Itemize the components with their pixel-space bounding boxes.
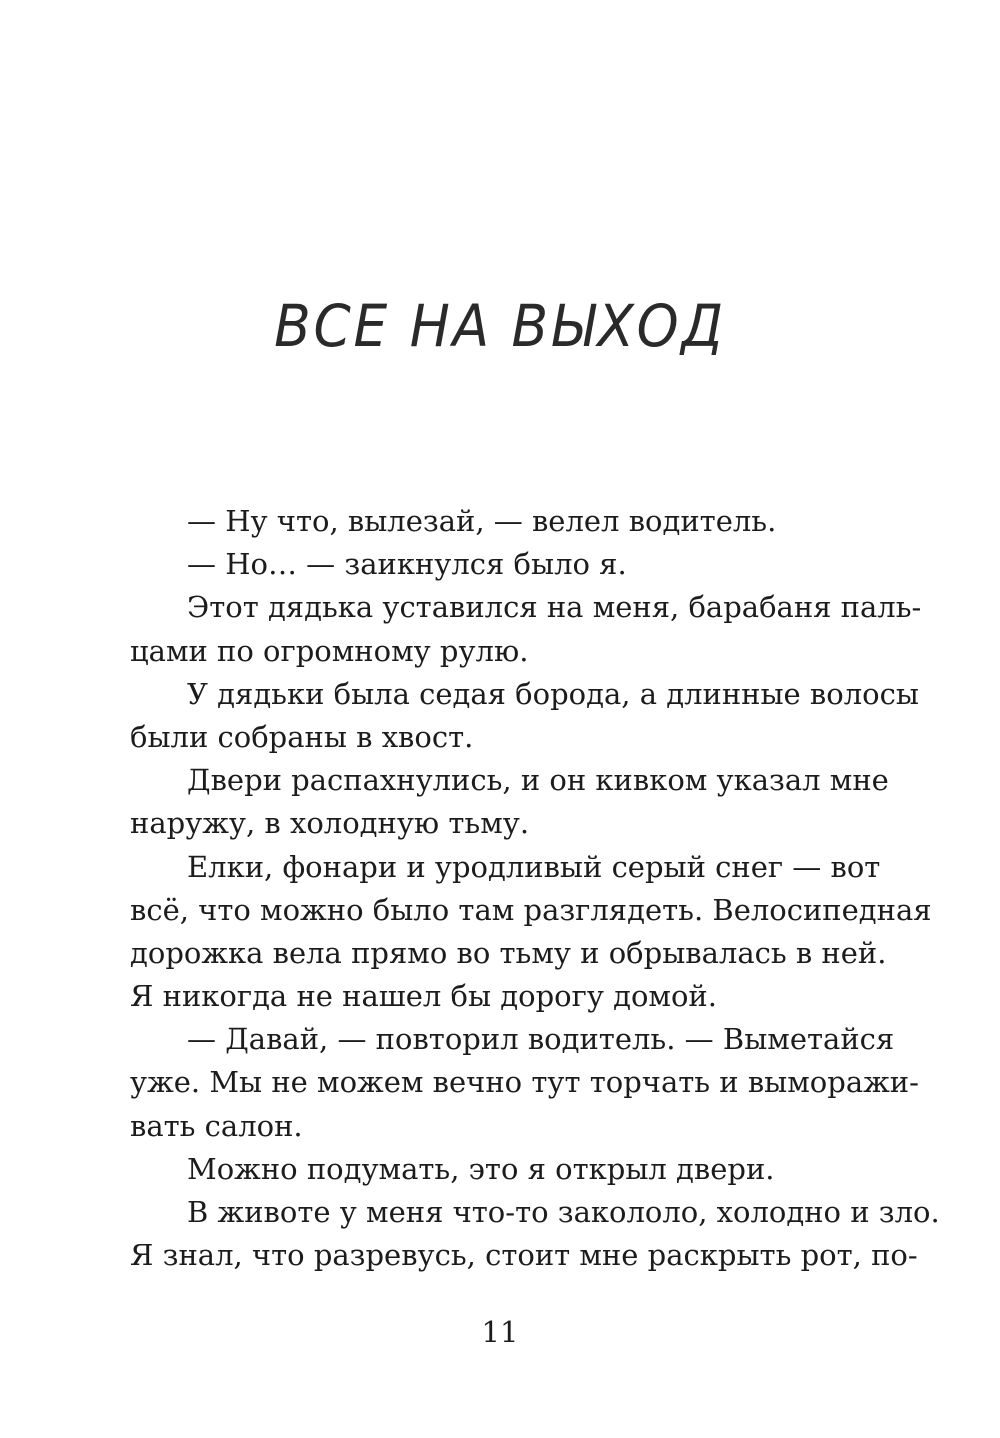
page-number: 11 xyxy=(481,1315,519,1349)
text-line: — Ну что, вылезай, — велел водитель. xyxy=(187,504,777,538)
text-line: Я никогда не нашел бы дорогу домой. xyxy=(130,979,717,1014)
text-line: уже. Мы не можем вечно тут торчать и выморажи- xyxy=(130,1065,919,1100)
text-line: Этот дядька уставился на меня, барабаня паль- xyxy=(187,590,922,625)
text-line: В животе у меня что-то закололо, холодно и зло. xyxy=(187,1195,940,1229)
text-line: вать салон. xyxy=(130,1108,303,1143)
text-line: цами по огромному рулю. xyxy=(130,633,529,668)
chapter-text xyxy=(130,500,940,1277)
text-line: Елки, фонари и уродливый серый снег — вот xyxy=(187,849,881,884)
text-line: — Давай, — повторил водитель. — Выметайся xyxy=(187,1022,895,1057)
text-line: Я знал, что разревусь, стоит мне раскрыть рот, по- xyxy=(130,1238,918,1273)
text-line: Можно подумать, это я открыл двери. xyxy=(187,1151,775,1186)
text-line: У дядьки была седая борода, а длинные волосы xyxy=(187,676,919,711)
text-line: — Но… — заикнулся было я. xyxy=(187,547,627,582)
chapter-title: ВСЕ НА ВЫХОД xyxy=(274,292,726,360)
text-line: Двери распахнулись, и он кивком указал мне xyxy=(187,763,889,798)
text-line: дорожка вела прямо во тьму и обрывалась в ней. xyxy=(130,935,887,970)
text-line: всё, что можно было там разглядеть. Велосипедная xyxy=(130,892,932,927)
text-line: были собраны в хвост. xyxy=(130,719,474,754)
text-line: наружу, в холодную тьму. xyxy=(130,806,530,841)
